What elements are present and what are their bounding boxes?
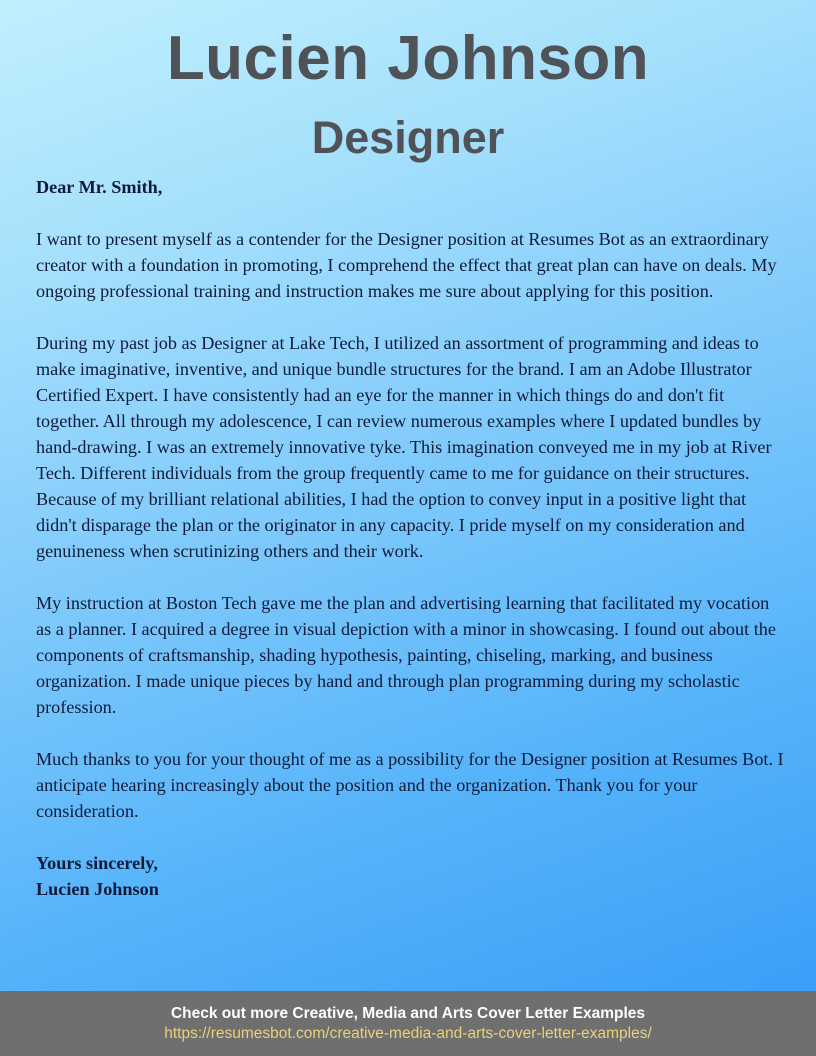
- signature: Lucien Johnson: [36, 879, 159, 899]
- closing-phrase: Yours sincerely,: [36, 853, 158, 873]
- letter-body: [36, 174, 786, 902]
- job-title: Designer: [311, 112, 505, 163]
- paragraph-education: My instruction at Boston Tech gave me the plan and advertising learning that facilitated my vocation as a planner. I acquired a degree in visual depiction with a minor in showcasing. I found out about the components of craftsmanship, shading hypothesis, painting, chiseling, marking, and business organization. I made unique pieces by hand and through plan programming during my scholastic profession.: [36, 593, 776, 717]
- salutation: Dear Mr. Smith,: [36, 177, 163, 197]
- footer-title: Check out more Creative, Media and Arts Cover Letter Examples: [170, 1005, 646, 1022]
- paragraph-intro: I want to present myself as a contender for the Designer position at Resumes Bot as an extraordinary creator with a foundation in promoting, I comprehend the effect that great plan can have on deals. My ongoing professional training and instruction makes me sure about applying for this position.: [36, 229, 777, 301]
- footer-link[interactable]: https://resumesbot.com/creative-media-and-arts-cover-letter-examples/: [164, 1025, 652, 1042]
- footer-banner: [0, 991, 816, 1056]
- paragraph-experience: During my past job as Designer at Lake Tech, I utilized an assortment of programming and ideas to make imaginative, inventive, and unique bundle structures for the brand. I am an Adobe Illustrator Certified Expert. I have consistently had an eye for the manner in which things do and don't fit together. All through my adolescence, I can review numerous examples where I updated bundles by hand-drawing. I was an extremely innovative tyke. This imagination conveyed me in my job at River Tech. Different individuals from the group frequently came to me for guidance on their structures. Because of my brilliant relational abilities, I had the option to convey input in a positive light that didn't disparage the plan or the originator in any capacity. I pride myself on my consideration and genuineness when scrutinizing others and their work.: [36, 333, 772, 561]
- applicant-name: Lucien Johnson: [166, 24, 650, 93]
- paragraph-closing: Much thanks to you for your thought of me as a possibility for the Designer position at Resumes Bot. I anticipate hearing increasingly about the position and the organization. Thank you for your consideration.: [36, 749, 784, 821]
